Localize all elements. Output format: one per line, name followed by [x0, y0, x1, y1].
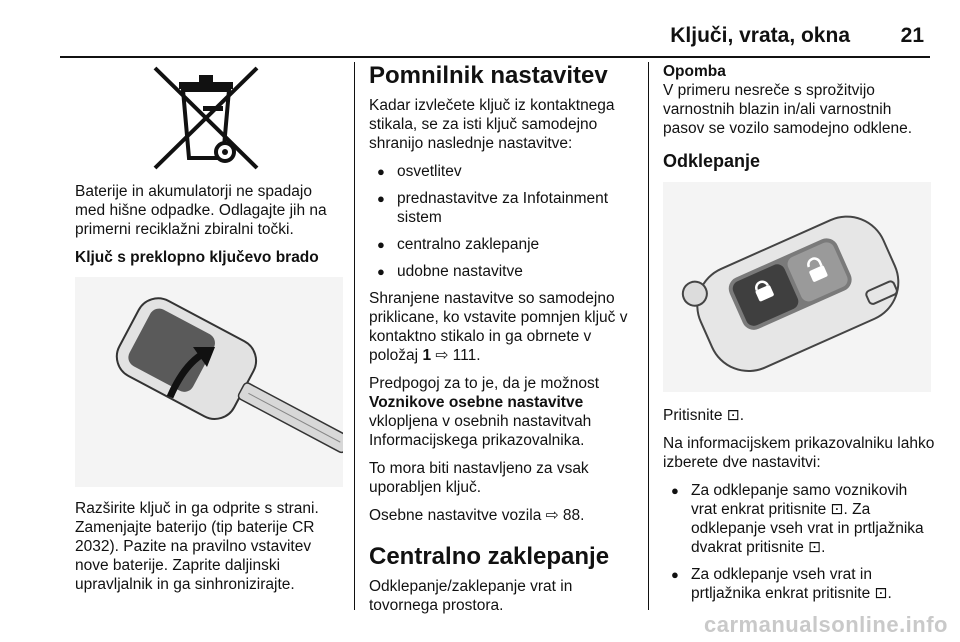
display-settings-text: Na informacijskem prikazovalniku lahko izberete dve nastavitvi:: [663, 435, 935, 471]
note-title: Opomba: [663, 63, 726, 80]
crossed-bin-icon: [75, 62, 343, 174]
note-text: V primeru nesreče s sprožitvijo varnostnih blazin in/ali varnostnih pasov se vozilo samodejno odklene.: [663, 82, 913, 137]
column-divider: [648, 62, 649, 610]
page-number: 21: [900, 24, 924, 47]
page-header: [60, 18, 930, 58]
list-item: ● Za odklepanje vseh vrat in prtljažnika enkrat pritisnite ⊡.: [671, 566, 892, 602]
battery-replace-text: Razširite ključ in ga odprite s strani. Zamenjajte baterijo (tip baterije CR 2032). Pazite na pravilno vstavitev nove baterije. Zaprite daljinski upravljalnik in ga sinhronizirajte.: [75, 500, 319, 593]
list-item: ● prednastavitve za Infotainment sistem: [377, 190, 609, 226]
saved-settings-text: Shranjene nastavitve so samodejno priklicane, ko vstavite pomnjen ključ v kontaktno stikalo in ga obrnete v položaj 1 ⇨ 111.: [369, 290, 628, 364]
remote-key-illustration: [663, 182, 931, 392]
column-divider: [354, 62, 355, 610]
personal-settings-ref: Osebne nastavitve vozila ⇨ 88.: [369, 507, 585, 524]
battery-disposal-text: Baterije in akumulatorji ne spadajo med hišne odpadke. Odlagajte jih na primerni reciklažni zbiralni točki.: [75, 183, 327, 238]
press-unlock-text: Pritisnite ⊡.: [663, 407, 745, 424]
memory-intro-text: Kadar izvlečete ključ iz kontaktnega stikala, se za isti ključ samodejno shranijo naslednje nastavitve:: [369, 97, 615, 152]
chapter-title: Ključi, vrata, okna: [670, 24, 850, 47]
section-heading: Centralno zaklepanje: [369, 543, 610, 570]
list-item: ● osvetlitev: [377, 163, 462, 180]
flip-key-illustration: [75, 277, 343, 487]
watermark: carmanualsonline.info: [704, 612, 948, 637]
precondition-text: Predpogoj za to je, da je možnost Voznikove osebne nastavitve vklopljena v osebnih nastavitvah Informacijskega prikazovalnika.: [369, 375, 600, 449]
list-item: ● Za odklepanje samo voznikovih vrat enkrat pritisnite ⊡. Za odklepanje vseh vrat in prtljažnika dvakrat pritisnite ⊡.: [671, 482, 924, 556]
column-left: [75, 62, 343, 603]
section-heading: Odklepanje: [663, 151, 761, 171]
central-locking-subtext: Odklepanje/zaklepanje vrat in tovornega prostora.: [369, 578, 573, 614]
list-item: ● udobne nastavitve: [377, 263, 523, 280]
per-key-text: To mora biti nastavljeno za vsak uporabljen ključ.: [369, 460, 589, 496]
settings-list: [369, 162, 637, 281]
column-right: [663, 62, 935, 611]
list-item: ● centralno zaklepanje: [377, 236, 540, 253]
section-heading: Pomnilnik nastavitev: [369, 62, 608, 89]
column-middle: [369, 62, 637, 624]
section-subheading: Ključ s preklopno ključevo brado: [75, 249, 319, 266]
unlock-options-list: [663, 481, 935, 603]
